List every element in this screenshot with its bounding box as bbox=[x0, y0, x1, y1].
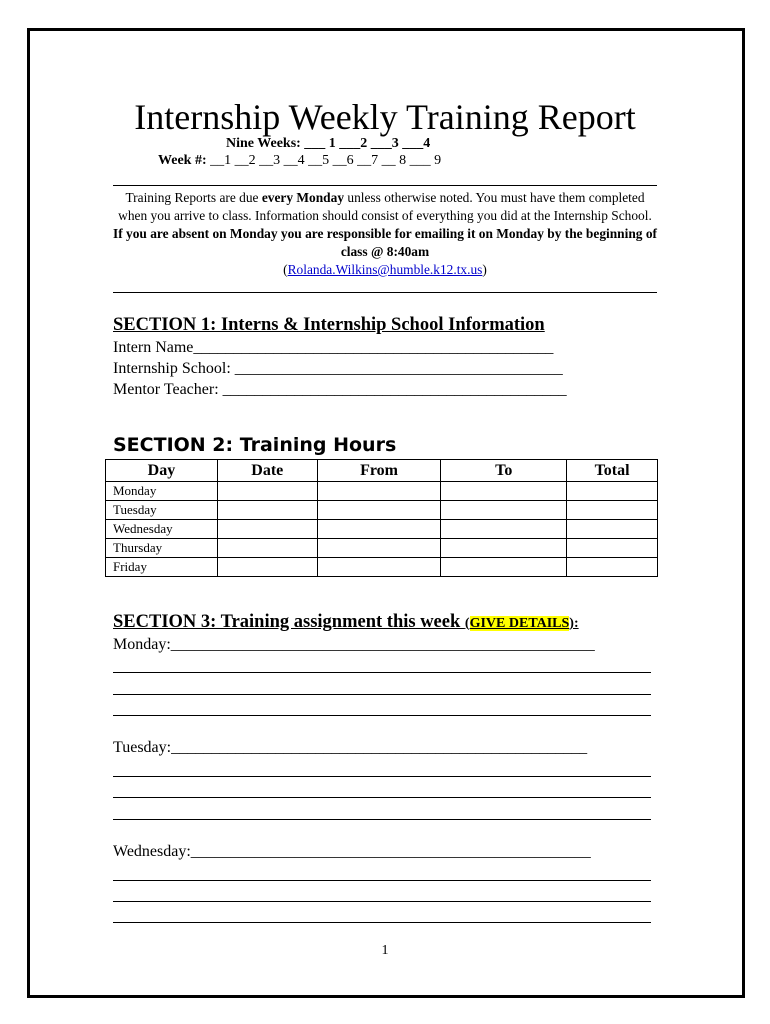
give-details-highlight: GIVE DETAILS bbox=[469, 616, 570, 631]
total-cell[interactable] bbox=[567, 558, 658, 577]
date-cell[interactable] bbox=[217, 501, 317, 520]
paren-open: ( bbox=[283, 262, 288, 277]
mentor-teacher-field[interactable]: Mentor Teacher: ___________________________________________ bbox=[113, 381, 567, 398]
wednesday-field[interactable]: Wednesday:__________________________________________________ bbox=[113, 843, 591, 860]
week-label: Week #: bbox=[158, 153, 207, 168]
monday-line[interactable] bbox=[113, 715, 651, 716]
section3-title: SECTION 3: Training assignment this week bbox=[113, 612, 465, 632]
instructions-text: Training Reports are due bbox=[125, 190, 262, 205]
paren-close: ) bbox=[482, 262, 487, 277]
from-cell[interactable] bbox=[317, 539, 441, 558]
total-cell[interactable] bbox=[567, 539, 658, 558]
table-row bbox=[106, 501, 658, 520]
from-cell[interactable] bbox=[317, 501, 441, 520]
total-cell[interactable] bbox=[567, 482, 658, 501]
nine-weeks-line: Nine Weeks: ___ 1 ___2 ___3 ___4 bbox=[226, 136, 431, 151]
table-row bbox=[106, 482, 658, 501]
column-header: Day bbox=[106, 460, 218, 482]
training-hours-table bbox=[105, 459, 658, 577]
section1-heading: SECTION 1: Interns & Internship School Information bbox=[113, 315, 545, 335]
internship-school-field[interactable]: Internship School: _________________________________________ bbox=[113, 360, 563, 377]
to-cell[interactable] bbox=[441, 539, 567, 558]
page-title: Internship Weekly Training Report bbox=[134, 97, 636, 137]
instructions-every-monday: every Monday bbox=[261, 190, 345, 205]
total-cell[interactable] bbox=[567, 520, 658, 539]
email-link[interactable]: Rolanda.Wilkins@humble.k12.tx.us bbox=[287, 262, 483, 277]
divider-top bbox=[113, 185, 657, 186]
to-cell[interactable] bbox=[441, 482, 567, 501]
date-cell[interactable] bbox=[217, 558, 317, 577]
week-number-line bbox=[158, 153, 441, 169]
section3-heading bbox=[113, 612, 579, 633]
total-cell[interactable] bbox=[567, 501, 658, 520]
wednesday-line[interactable] bbox=[113, 880, 651, 881]
from-cell[interactable] bbox=[317, 558, 441, 577]
monday-line[interactable] bbox=[113, 672, 651, 673]
instructions-absent-note: If you are absent on Monday you are responsible for emailing it on Monday by the beginning of class @ 8:40am bbox=[113, 226, 657, 259]
from-cell[interactable] bbox=[317, 520, 441, 539]
tuesday-field[interactable]: Tuesday:____________________________________________________ bbox=[113, 739, 588, 756]
monday-line[interactable] bbox=[113, 694, 651, 695]
monday-field[interactable]: Monday:_____________________________________________________ bbox=[113, 636, 595, 653]
give-details-note bbox=[465, 616, 579, 631]
tuesday-line[interactable] bbox=[113, 776, 651, 777]
wednesday-line[interactable] bbox=[113, 901, 651, 902]
paren-close: ): bbox=[569, 616, 579, 631]
to-cell[interactable] bbox=[441, 558, 567, 577]
instructions-paragraph bbox=[113, 189, 657, 279]
table-row bbox=[106, 520, 658, 539]
instructions-text-2: unless otherwise noted. You must have them completed when you arrive to class. Information should consist of everything you did at the Internship School. bbox=[118, 190, 652, 223]
column-header: From bbox=[317, 460, 441, 482]
week-options: __1 __2 __3 __4 __5 __6 __7 __ 8 ___ 9 bbox=[206, 153, 442, 168]
to-cell[interactable] bbox=[441, 520, 567, 539]
column-header: Total bbox=[567, 460, 658, 482]
page-number: 1 bbox=[381, 943, 389, 958]
tuesday-line[interactable] bbox=[113, 819, 651, 820]
section2-heading: SECTION 2: Training Hours bbox=[113, 434, 397, 456]
intern-name-field[interactable]: Intern Name_____________________________________________ bbox=[113, 339, 554, 356]
paren-open: ( bbox=[464, 616, 470, 631]
tuesday-line[interactable] bbox=[113, 797, 651, 798]
day-cell: Monday bbox=[106, 482, 218, 501]
divider-bottom bbox=[113, 292, 657, 293]
table-row bbox=[106, 539, 658, 558]
table-row bbox=[106, 558, 658, 577]
column-header: Date bbox=[217, 460, 317, 482]
date-cell[interactable] bbox=[217, 520, 317, 539]
table-header-row bbox=[106, 460, 658, 482]
day-cell: Tuesday bbox=[106, 501, 218, 520]
from-cell[interactable] bbox=[317, 482, 441, 501]
day-cell: Friday bbox=[106, 558, 218, 577]
day-cell: Wednesday bbox=[106, 520, 218, 539]
day-cell: Thursday bbox=[106, 539, 218, 558]
date-cell[interactable] bbox=[217, 539, 317, 558]
date-cell[interactable] bbox=[217, 482, 317, 501]
to-cell[interactable] bbox=[441, 501, 567, 520]
column-header: To bbox=[441, 460, 567, 482]
wednesday-line[interactable] bbox=[113, 922, 651, 923]
